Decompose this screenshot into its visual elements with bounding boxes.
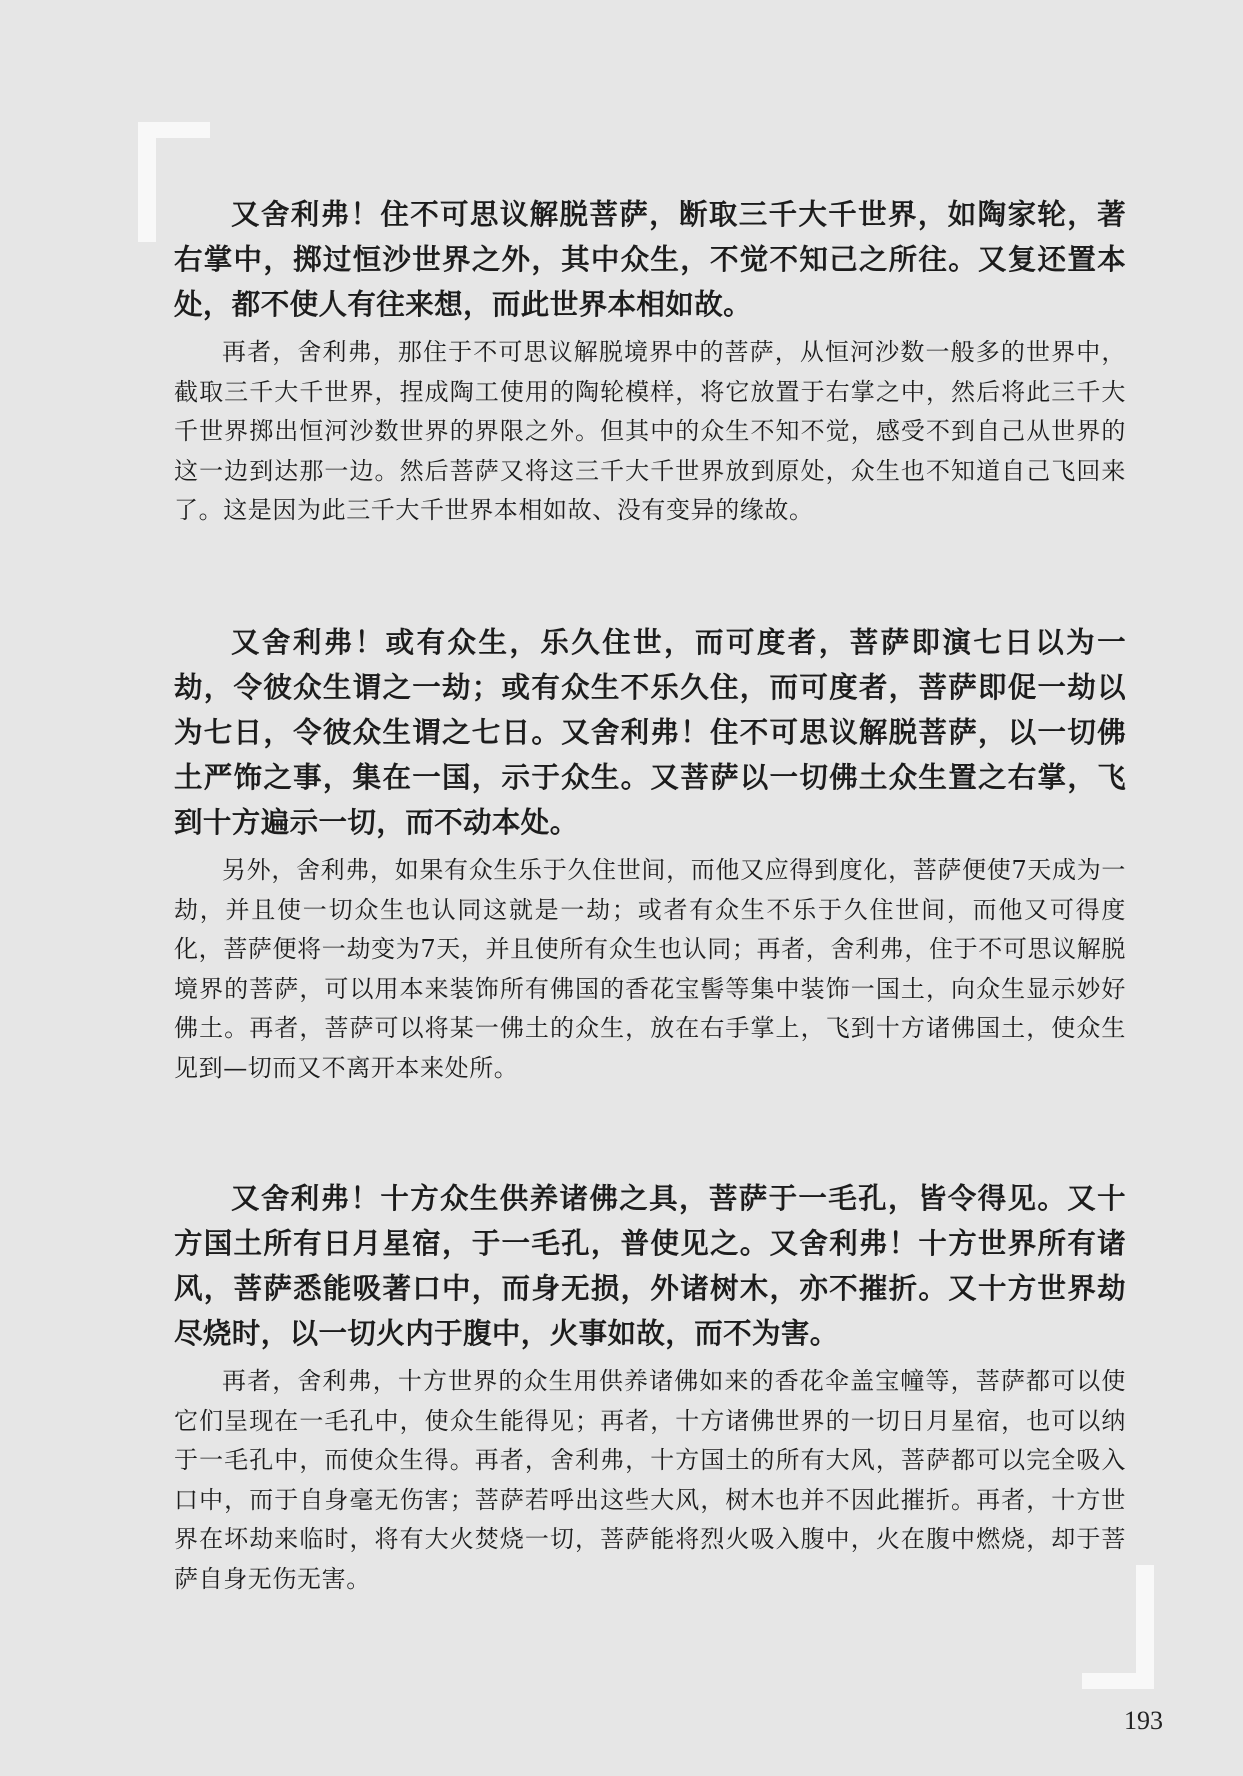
section-3 (174, 1176, 1126, 1599)
classical-text: 又舍利弗！或有众生，乐久住世，而可度者，菩萨即演七日以为一劫，令彼众生谓之一劫；或有众生不乐久住，而可度者，菩萨即促一劫以为七日，令彼众生谓之七日。又舍利弗！住不可思议解脱菩萨，以一切佛土严饰之事，集在一国，示于众生。又菩萨以一切佛土众生置之右掌，飞到十方遍示一切，而不动本处。 (174, 625, 1126, 839)
translation-text: 再者，舍利弗，那住于不可思议解脱境界中的菩萨，从恒河沙数一般多的世界中，截取三千大千世界，捏成陶工使用的陶轮模样，将它放置于右掌之中，然后将此三千大千世界掷出恒河沙数世界的界限之外。但其中的众生不知不觉，感受不到自己从世界的这一边到达那一边。然后菩萨又将这三千大千世界放到原处，众生也不知道自己飞回来了。这是因为此三千大千世界本相如故、没有变异的缘故。 (174, 338, 1126, 524)
translation-text: 另外，舍利弗，如果有众生乐于久住世间，而他又应得到度化，菩萨便使7天成为一劫，并且使一切众生也认同这就是一劫；或者有众生不乐于久住世间，而他又可得度化，菩萨便将一劫变为7天，并且使所有众生也认同；再者，舍利弗，住于不可思议解脱境界的菩萨，可以用本来装饰所有佛国的香花宝髻等集中装饰一国土，向众生显示妙好佛土。再者，菩萨可以将某一佛土的众生，放在右手掌上，飞到十方诸佛国土，使众生见到—切而又不离开本来处所。 (174, 856, 1126, 1082)
corner-mark-top-left-bar (138, 122, 210, 138)
classical-text: 又舍利弗！十方众生供养诸佛之具，菩萨于一毛孔，皆令得见。又十方国土所有日月星宿，于一毛孔，普使见之。又舍利弗！十方世界所有诸风，菩萨悉能吸著口中，而身无损，外诸树木，亦不摧折。又十方世界劫尽烧时，以一切火内于腹中，火事如故，而不为害。 (174, 1181, 1126, 1350)
translation-text: 再者，舍利弗，十方世界的众生用供养诸佛如来的香花伞盖宝幢等，菩萨都可以使它们呈现在一毛孔中，使众生能得见；再者，十方诸佛世界的一切日月星宿，也可以纳于一毛孔中，而使众生得。再者，舍利弗，十方国土的所有大风，菩萨都可以完全吸入口中，而于自身毫无伤害；菩萨若呼出这些大风，树木也并不因此摧折。再者，十方世界在坏劫来临时，将有大火焚烧一切，菩萨能将烈火吸入腹中，火在腹中燃烧，却于菩萨自身无伤无害。 (174, 1367, 1126, 1593)
classical-text: 又舍利弗！住不可思议解脱菩萨，断取三千大千世界，如陶家轮，著右掌中，掷过恒沙世界之外，其中众生，不觉不知己之所往。又复还置本处，都不使人有往来想，而此世界本相如故。 (174, 197, 1126, 321)
section-1 (174, 192, 1126, 531)
corner-mark-bottom-right (1136, 1565, 1154, 1689)
page-number: 193 (1124, 1706, 1163, 1735)
section-2 (174, 620, 1126, 1088)
corner-mark-top-left (138, 122, 156, 242)
corner-mark-bottom-right-bar (1082, 1673, 1154, 1689)
